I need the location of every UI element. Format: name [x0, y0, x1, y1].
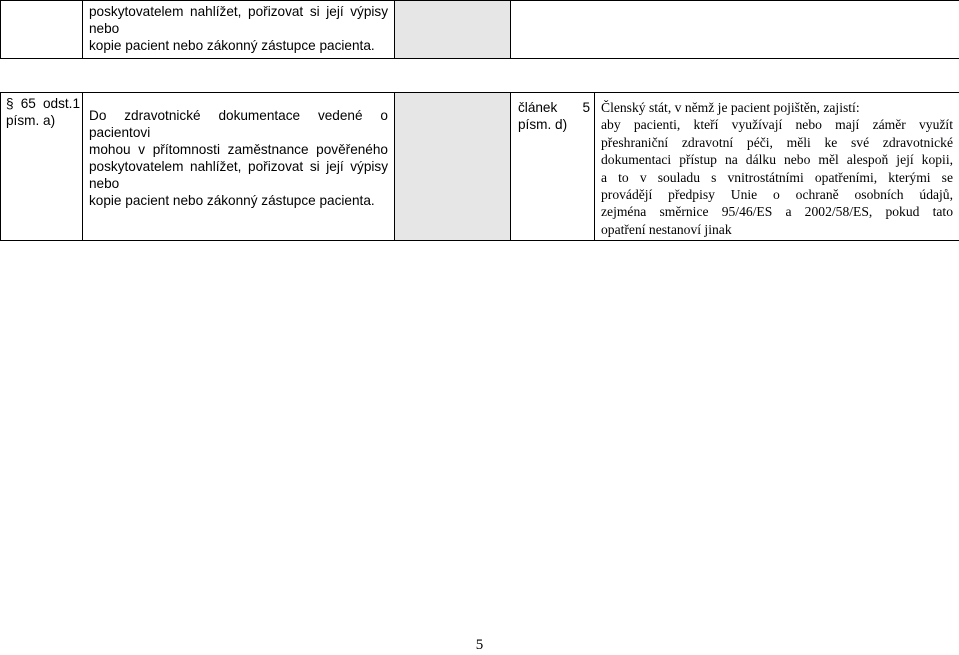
page-number: 5 — [475, 637, 484, 653]
czech-ref-line — [6, 95, 80, 112]
article-number: 5 — [582, 100, 590, 115]
article-letter: písm. d) — [518, 117, 568, 132]
ref-cell-empty — [1, 1, 83, 59]
comparison-table — [0, 92, 959, 241]
text-line: poskytovatelem nahlížet, pořizovat si její výpisy nebo — [89, 159, 388, 191]
continuation-row — [1, 1, 959, 59]
text-line: Do zdravotnické dokumentace vedené o pacientovi — [89, 108, 388, 140]
comparison-row — [1, 93, 959, 241]
text-line: provádějí předpisy Unie o ochraně osobních údajů, — [601, 187, 953, 203]
czech-text-cell — [83, 93, 395, 241]
section-letter: písm. a) — [6, 113, 56, 128]
text-line: mohou v přítomnosti zaměstnance pověřeného — [89, 142, 388, 157]
continuation-table — [0, 0, 959, 59]
eu-ref-line — [518, 99, 590, 116]
text-line: zejména směrnice 95/46/ES a 2002/58/ES, pokud tato — [601, 204, 953, 220]
text-line: opatření nestanoví jinak — [601, 221, 732, 237]
gray-spacer-cell — [395, 1, 511, 59]
eu-text-cell — [595, 93, 959, 241]
empty-cell — [511, 1, 959, 59]
eu-reference-cell — [511, 93, 595, 241]
section-number: 65 — [20, 96, 36, 111]
text-line: Členský stát, v němž je pacient pojištěn, zajistí: — [601, 100, 860, 115]
article-word: článek — [518, 100, 558, 115]
text-line: kopie pacient nebo zákonný zástupce pacienta. — [89, 38, 375, 53]
section-sign: § — [6, 96, 14, 111]
text-line: dokumentaci přístup na dálku nebo měl alespoň její kopii, — [601, 152, 953, 168]
czech-reference-cell — [1, 93, 83, 241]
gray-spacer-cell — [395, 93, 511, 241]
section-detail: odst.1 — [42, 96, 80, 111]
czech-text-cell — [83, 1, 395, 59]
text-line: přeshraniční zdravotní péči, měli ke své zdravotnické — [601, 134, 953, 150]
text-line: poskytovatelem nahlížet, pořizovat si její výpisy nebo — [89, 4, 388, 36]
text-line: kopie pacient nebo zákonný zástupce pacienta. — [89, 193, 375, 208]
text-line: aby pacienti, kteří využívají nebo mají záměr využít — [601, 117, 953, 133]
text-line: a to v souladu s vnitrostátními opatřeními, kterými se — [601, 169, 953, 185]
